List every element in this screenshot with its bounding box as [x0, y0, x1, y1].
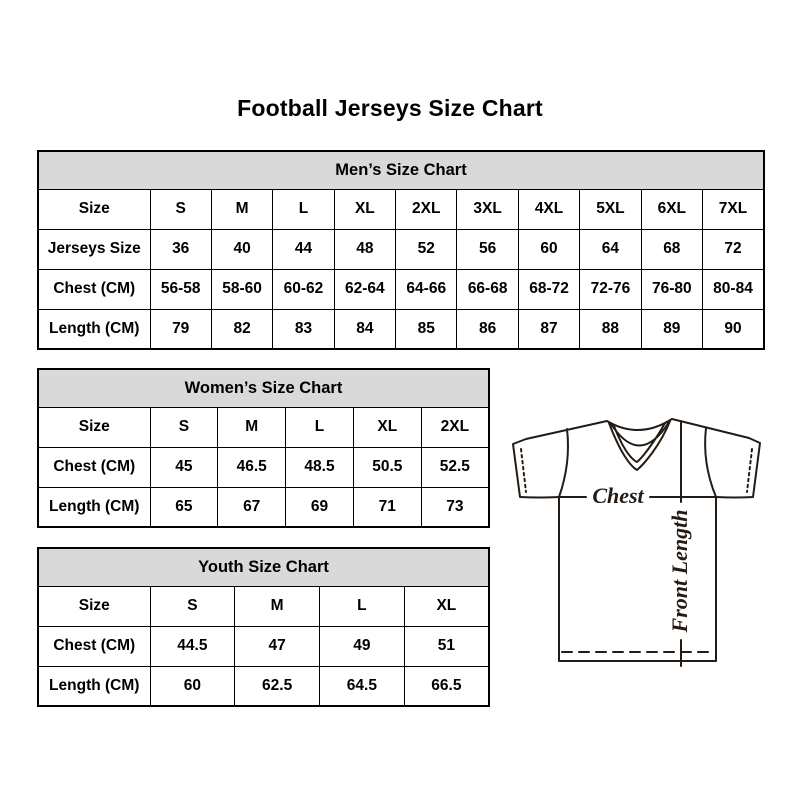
value-cell: 48.5	[286, 447, 354, 487]
value-cell: 82	[211, 309, 272, 349]
womens-size-chart-table	[37, 368, 490, 528]
value-cell: L	[286, 407, 354, 447]
value-cell: L	[273, 189, 334, 229]
value-cell: 56-58	[150, 269, 211, 309]
table-row	[38, 586, 489, 626]
value-cell: 71	[353, 487, 421, 527]
table-row	[38, 666, 489, 706]
table-row	[38, 487, 489, 527]
row-label-cell: Size	[38, 407, 150, 447]
value-cell: 66-68	[457, 269, 518, 309]
value-cell: 40	[211, 229, 272, 269]
value-cell: 45	[150, 447, 218, 487]
value-cell: XL	[334, 189, 395, 229]
value-cell: XL	[353, 407, 421, 447]
table-title-row	[38, 151, 764, 189]
value-cell: S	[150, 586, 235, 626]
row-label-cell: Chest (CM)	[38, 447, 150, 487]
value-cell: 68-72	[518, 269, 579, 309]
value-cell: 64	[580, 229, 641, 269]
value-cell: 64-66	[396, 269, 457, 309]
youth-table-title: Youth Size Chart	[38, 548, 489, 586]
row-label-cell: Size	[38, 586, 150, 626]
value-cell: 60	[518, 229, 579, 269]
value-cell: 84	[334, 309, 395, 349]
value-cell: 49	[320, 626, 405, 666]
youth-size-chart-table	[37, 547, 490, 707]
value-cell: 83	[273, 309, 334, 349]
value-cell: M	[235, 586, 320, 626]
value-cell: M	[218, 407, 286, 447]
collar-v-inner-line	[614, 423, 665, 462]
value-cell: 2XL	[421, 407, 489, 447]
value-cell: 60-62	[273, 269, 334, 309]
table-title-row	[38, 369, 489, 407]
value-cell: 48	[334, 229, 395, 269]
value-cell: 89	[641, 309, 702, 349]
value-cell: 85	[396, 309, 457, 349]
value-cell: 47	[235, 626, 320, 666]
value-cell: 46.5	[218, 447, 286, 487]
chest-label: Chest	[592, 483, 644, 508]
collar-inner-arc	[611, 422, 669, 446]
left-cuff-dashed-line	[521, 449, 526, 492]
value-cell: 68	[641, 229, 702, 269]
value-cell: 5XL	[580, 189, 641, 229]
value-cell: L	[320, 586, 405, 626]
value-cell: 44	[273, 229, 334, 269]
mens-size-chart-table	[37, 150, 765, 350]
table-row	[38, 229, 764, 269]
row-label-cell: Length (CM)	[38, 487, 150, 527]
value-cell: 6XL	[641, 189, 702, 229]
value-cell: 72	[703, 229, 764, 269]
table-row	[38, 447, 489, 487]
value-cell: 80-84	[703, 269, 764, 309]
value-cell: 3XL	[457, 189, 518, 229]
collar-v-outer-line	[609, 421, 670, 470]
right-cuff-dashed-line	[747, 449, 752, 492]
table-row	[38, 189, 764, 229]
row-label-cell: Chest (CM)	[38, 269, 150, 309]
row-label-cell: Size	[38, 189, 150, 229]
value-cell: 72-76	[580, 269, 641, 309]
value-cell: 64.5	[320, 666, 405, 706]
value-cell: 36	[150, 229, 211, 269]
front-length-label: Front Length	[667, 509, 692, 633]
value-cell: 65	[150, 487, 218, 527]
table-title-row	[38, 548, 489, 586]
value-cell: 52.5	[421, 447, 489, 487]
value-cell: 62.5	[235, 666, 320, 706]
value-cell: 7XL	[703, 189, 764, 229]
value-cell: 50.5	[353, 447, 421, 487]
womens-table-title: Women’s Size Chart	[38, 369, 489, 407]
value-cell: 79	[150, 309, 211, 349]
value-cell: 44.5	[150, 626, 235, 666]
row-label-cell: Jerseys Size	[38, 229, 150, 269]
left-sleeve-seam-line	[559, 429, 568, 497]
value-cell: 86	[457, 309, 518, 349]
value-cell: 60	[150, 666, 235, 706]
value-cell: 4XL	[518, 189, 579, 229]
value-cell: 52	[396, 229, 457, 269]
row-label-cell: Length (CM)	[38, 309, 150, 349]
value-cell: 87	[518, 309, 579, 349]
value-cell: 62-64	[334, 269, 395, 309]
mens-table-title: Men’s Size Chart	[38, 151, 764, 189]
page-title: Football Jerseys Size Chart	[237, 95, 543, 121]
value-cell: 76-80	[641, 269, 702, 309]
value-cell: 67	[218, 487, 286, 527]
right-sleeve-seam-line	[705, 428, 716, 497]
row-label-cell: Length (CM)	[38, 666, 150, 706]
table-row	[38, 626, 489, 666]
value-cell: 69	[286, 487, 354, 527]
value-cell: S	[150, 407, 218, 447]
value-cell: 51	[404, 626, 489, 666]
value-cell: 2XL	[396, 189, 457, 229]
value-cell: 56	[457, 229, 518, 269]
jersey-outline-shape	[513, 419, 760, 661]
value-cell: S	[150, 189, 211, 229]
value-cell: 90	[703, 309, 764, 349]
value-cell: 66.5	[404, 666, 489, 706]
value-cell: XL	[404, 586, 489, 626]
table-row	[38, 407, 489, 447]
value-cell: 88	[580, 309, 641, 349]
row-label-cell: Chest (CM)	[38, 626, 150, 666]
table-row	[38, 309, 764, 349]
value-cell: M	[211, 189, 272, 229]
value-cell: 58-60	[211, 269, 272, 309]
table-row	[38, 269, 764, 309]
value-cell: 73	[421, 487, 489, 527]
